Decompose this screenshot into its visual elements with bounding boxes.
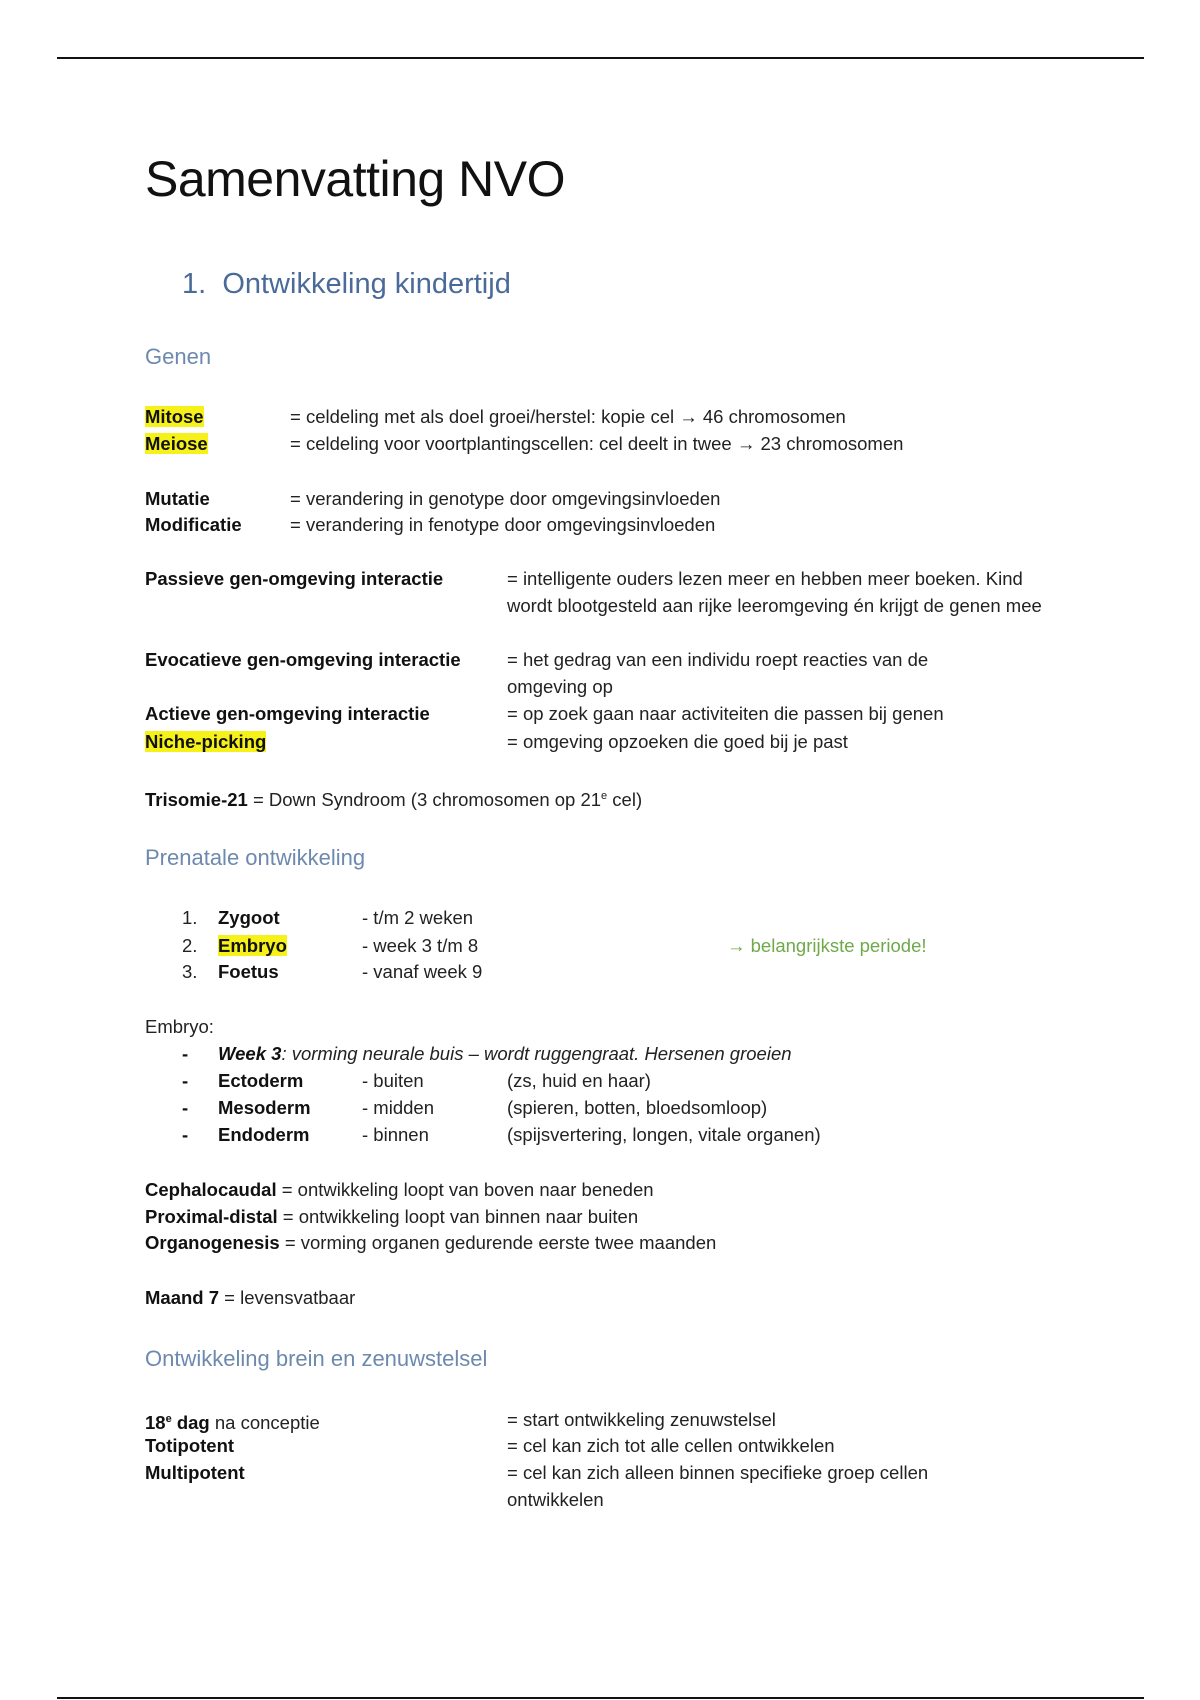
list-bullet: -	[182, 1124, 189, 1145]
trisomie-line	[145, 783, 642, 813]
maand7-definition: = levensvatbaar	[219, 1287, 356, 1308]
stage-number: 1.	[182, 907, 198, 928]
definition-mutatie: = verandering in genotype door omgevingsinvloeden	[290, 488, 721, 509]
document-title: Samenvatting NVO	[145, 151, 565, 207]
stage-name-embryo	[218, 932, 287, 959]
definition-evocatieve-interactie: = het gedrag van een individu roept reacties van de omgeving op	[507, 649, 929, 697]
term-mitose	[145, 403, 204, 430]
maand7-line	[145, 1284, 355, 1311]
trisomie-term: Trisomie-21	[145, 789, 248, 810]
stage-name-zygoot: Zygoot	[218, 907, 280, 928]
term-actieve-interactie: Actieve gen-omgeving interactie	[145, 703, 430, 724]
week3-text: : vorming neurale buis – wordt ruggengraat. Hersenen groeien	[281, 1043, 792, 1064]
week3-label: Week 3	[218, 1043, 282, 1064]
term-modificatie: Modificatie	[145, 514, 242, 535]
layer-detail: (zs, huid en haar)	[507, 1070, 651, 1091]
top-rule	[57, 57, 1144, 59]
stage-label: Embryo	[218, 935, 287, 956]
layer-position: - binnen	[362, 1124, 429, 1145]
dag18-rest: na conceptie	[209, 1412, 320, 1433]
definition-totipotent: = cel kan zich tot alle cellen ontwikkelen	[507, 1435, 835, 1456]
superscript: e	[165, 1413, 172, 1425]
principle-organogenesis	[145, 1229, 716, 1256]
definition-mitose: = celdeling met als doel groei/herstel: kopie cel → 46 chromosomen	[290, 406, 846, 427]
stage-number: 2.	[182, 935, 198, 956]
layer-name-mesoderm: Mesoderm	[218, 1097, 311, 1118]
term-evocatieve-interactie: Evocatieve gen-omgeving interactie	[145, 649, 461, 670]
week3-line	[218, 1040, 792, 1067]
list-bullet: -	[182, 1097, 189, 1118]
term-totipotent: Totipotent	[145, 1435, 235, 1456]
layer-position: - midden	[362, 1097, 434, 1118]
term-multipotent: Multipotent	[145, 1462, 245, 1483]
section-heading-prenataal: Prenatale ontwikkeling	[145, 845, 366, 870]
trisomie-definition-end: cel)	[607, 789, 643, 810]
principle-term: Organogenesis	[145, 1232, 280, 1253]
principle-proximal-distal	[145, 1203, 638, 1230]
definition-modificatie: = verandering in fenotype door omgevingsinvloeden	[290, 514, 716, 535]
term-label: Meiose	[145, 433, 208, 454]
layer-name-endoderm: Endoderm	[218, 1124, 310, 1145]
definition-passieve-interactie: = intelligente ouders lezen meer en hebben meer boeken. Kind wordt blootgesteld aan rijke leeromgeving én krijgt de genen mee	[507, 568, 1042, 616]
definition-multipotent: = cel kan zich alleen binnen specifieke groep cellen ontwikkelen	[507, 1462, 929, 1510]
principle-definition: = ontwikkeling loopt van boven naar beneden	[276, 1179, 654, 1200]
layer-name-ectoderm: Ectoderm	[218, 1070, 304, 1091]
dag18-number: 18	[145, 1412, 166, 1433]
principle-term: Proximal-distal	[145, 1206, 278, 1227]
definition-actieve-interactie: = op zoek gaan naar activiteiten die passen bij genen	[507, 703, 944, 724]
trisomie-definition: = Down Syndroom (3 chromosomen op 21	[247, 789, 602, 810]
chapter-number: 1.	[182, 268, 207, 300]
layer-position: - buiten	[362, 1070, 424, 1091]
embryo-label: Embryo:	[145, 1016, 214, 1037]
term-passieve-interactie: Passieve gen-omgeving interactie	[145, 568, 444, 589]
principle-definition: = vorming organen gedurende eerste twee maanden	[279, 1232, 717, 1253]
stage-period: - week 3 t/m 8	[362, 935, 479, 956]
superscript: e	[601, 790, 608, 802]
list-bullet: -	[182, 1070, 189, 1091]
chapter-heading	[182, 268, 511, 301]
term-label: Mitose	[145, 406, 204, 427]
stage-name-foetus: Foetus	[218, 961, 279, 982]
term-mutatie: Mutatie	[145, 488, 210, 509]
term-meiose	[145, 430, 208, 457]
principle-term: Cephalocaudal	[145, 1179, 277, 1200]
list-bullet: -	[182, 1043, 189, 1064]
term-niche-picking	[145, 728, 266, 755]
definition-meiose: = celdeling voor voortplantingscellen: cel deelt in twee → 23 chromosomen	[290, 433, 904, 454]
layer-detail: (spieren, botten, bloedsomloop)	[507, 1097, 768, 1118]
term-label: Niche-picking	[145, 731, 267, 752]
layer-detail: (spijsvertering, longen, vitale organen)	[507, 1124, 821, 1145]
principle-definition: = ontwikkeling loopt van binnen naar buiten	[277, 1206, 639, 1227]
bottom-rule	[57, 1697, 1144, 1699]
chapter-title: Ontwikkeling kindertijd	[222, 268, 511, 300]
maand7-term: Maand 7	[145, 1287, 220, 1308]
dag18-label: dag	[171, 1412, 210, 1433]
section-heading-genen: Genen	[145, 344, 212, 369]
dag18-definition: = start ontwikkeling zenuwstelsel	[507, 1409, 776, 1430]
principle-cephalocaudal	[145, 1176, 654, 1203]
stage-period: - vanaf week 9	[362, 961, 483, 982]
important-period-note: → belangrijkste periode!	[727, 935, 927, 956]
definition-niche-picking: = omgeving opzoeken die goed bij je past	[507, 731, 848, 752]
stage-period: - t/m 2 weken	[362, 907, 474, 928]
section-heading-brein: Ontwikkeling brein en zenuwstelsel	[145, 1346, 488, 1371]
stage-number: 3.	[182, 961, 198, 982]
